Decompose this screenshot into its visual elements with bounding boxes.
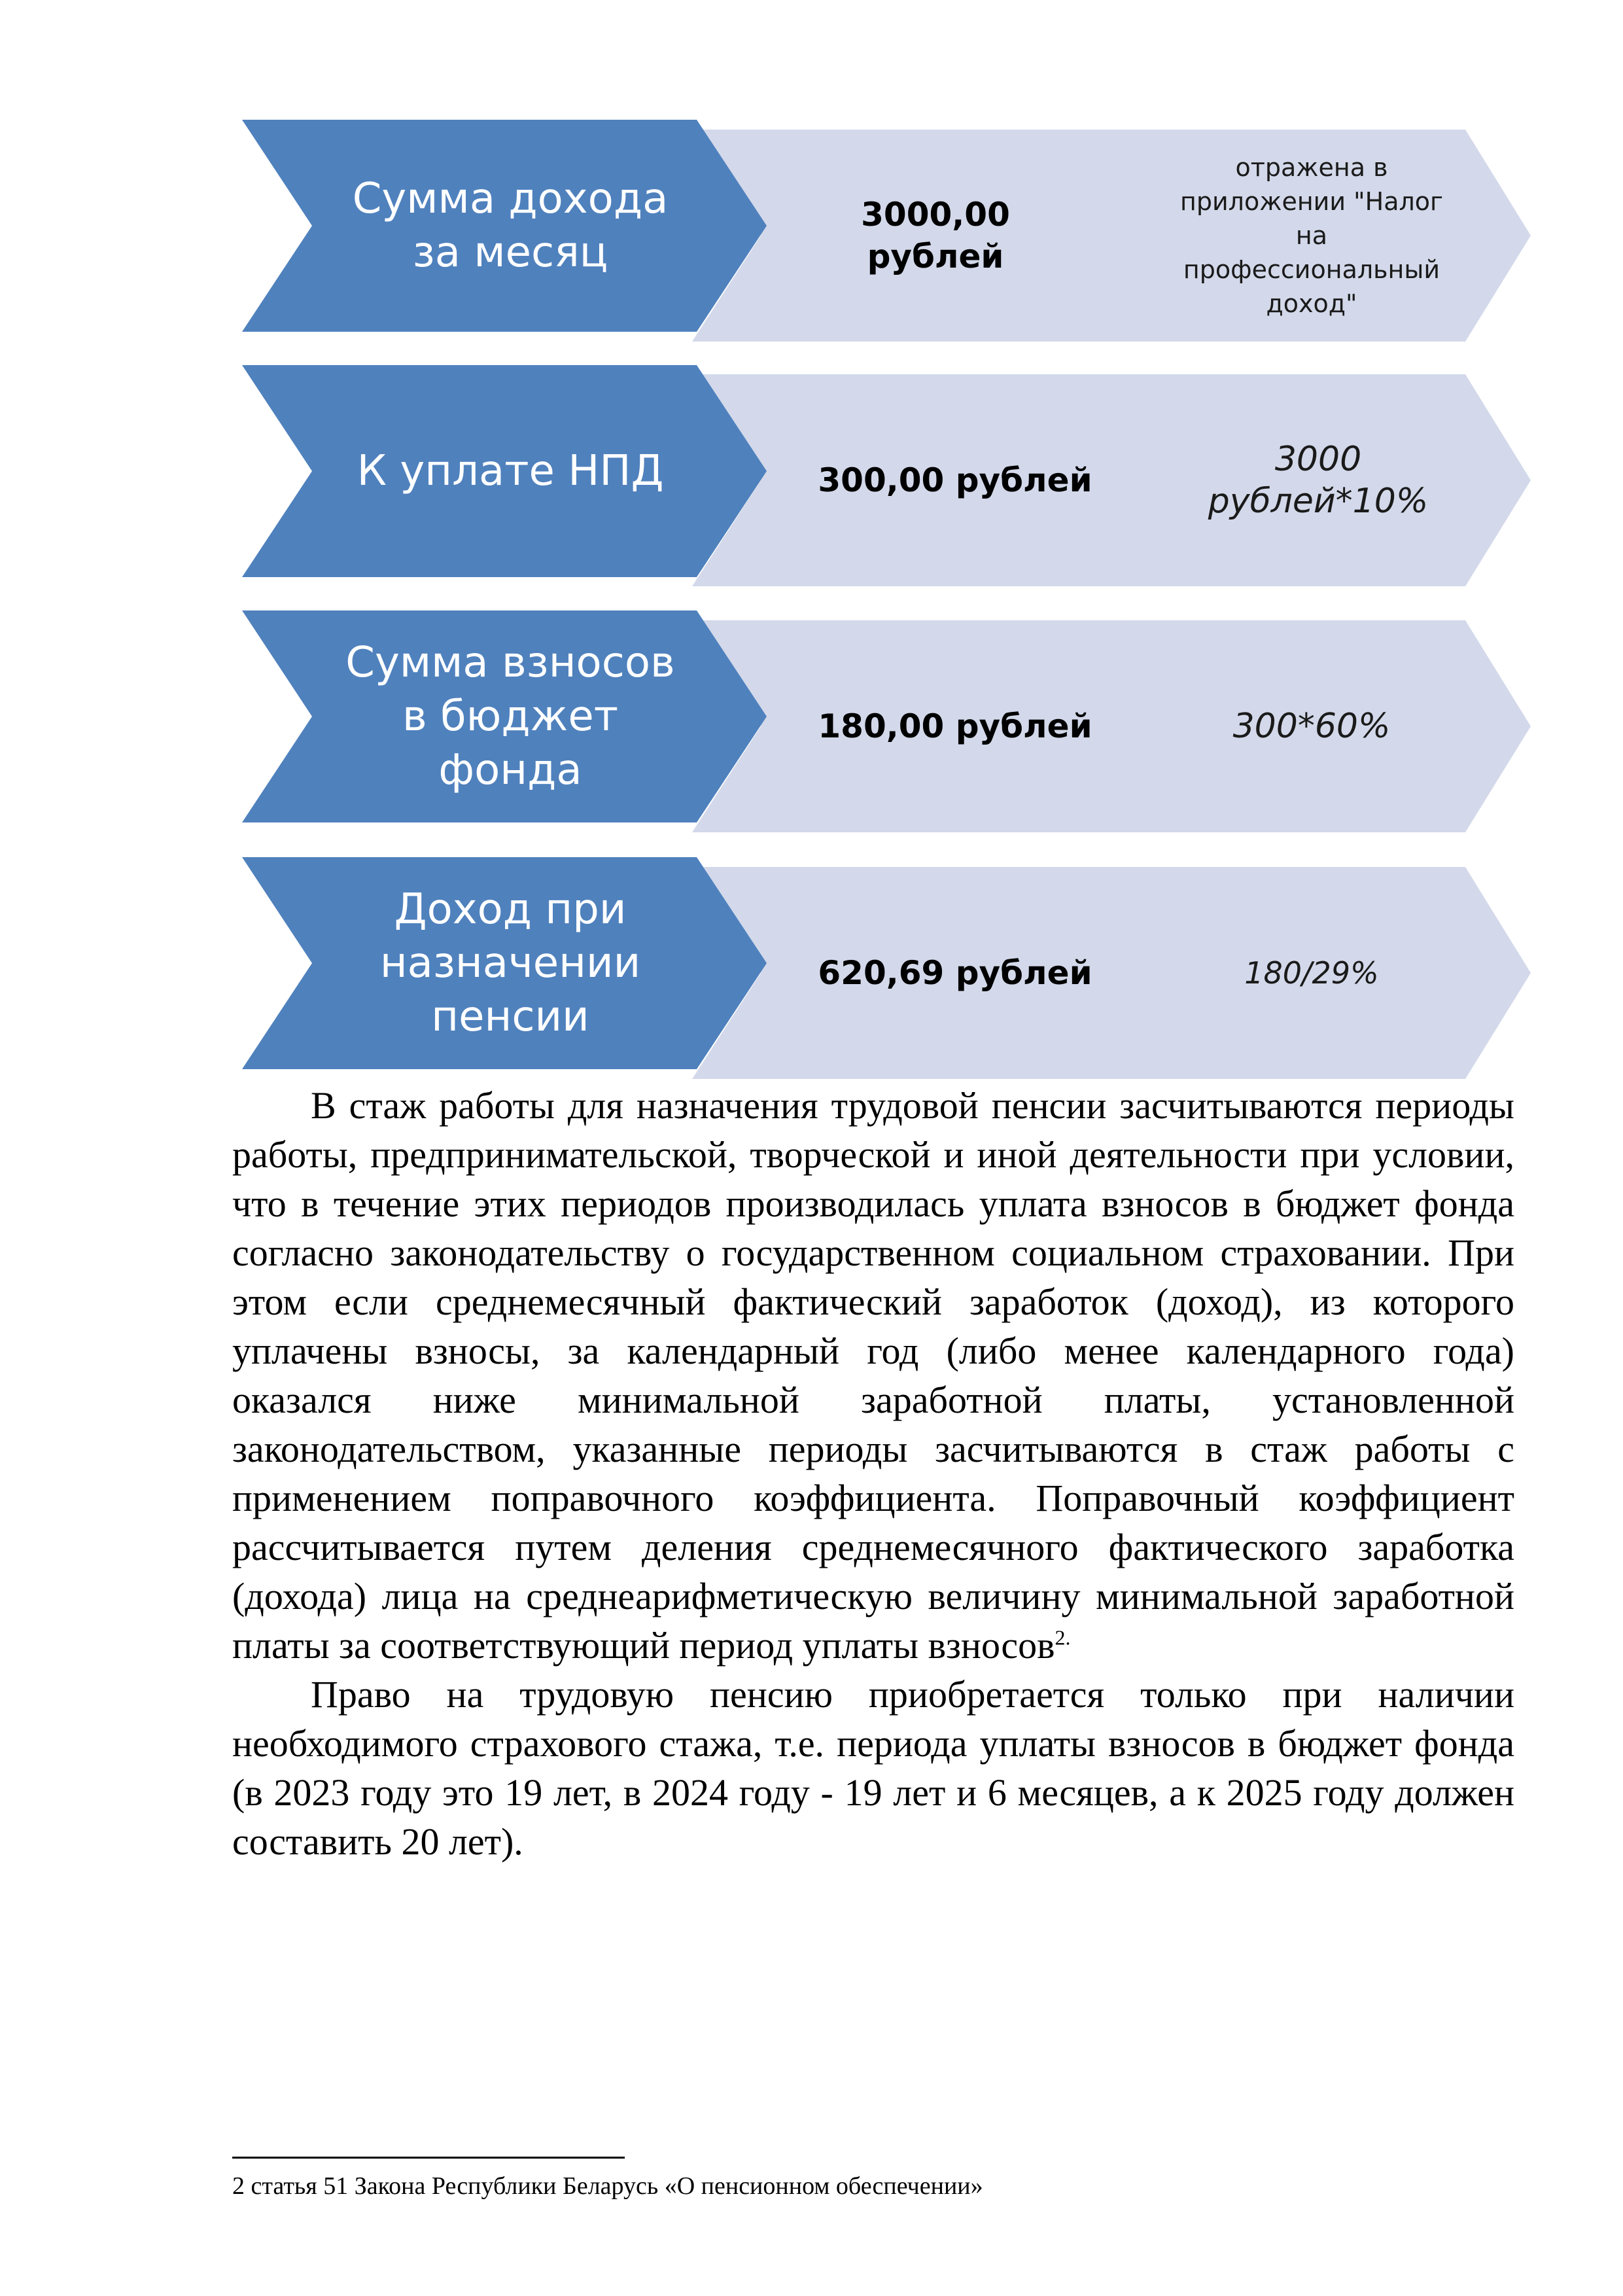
footnote-reference: 2.	[1055, 1625, 1071, 1650]
paragraph-1-text: В стаж работы для назначения трудовой пенсии засчитываются периоды работы, предпринимательской, творческой и иной деятельности при условии, что в течение этих периодов производилась уплата взносов в бюджет фонда согласно законодательству о государственном социальном страховании. При этом если среднемесячный фактический заработок (доход), из которого уплачены взносы, за календарный год (либо менее календарного года) оказался ниже минимальной заработной платы, установленной законодательством, указанные периоды засчитываются в стаж работы с применением поправочного коэффициента. Поправочный коэффициент рассчитывается путем деления среднемесячного фактического заработка (дохода) лица на среднеарифметическую величину минимальной заработной платы за соответствующий период уплаты взносов	[232, 1084, 1514, 1667]
row-2-value: 300,00 рублей	[818, 461, 1092, 499]
row-3-label: Сумма взносов в бюджет фонда	[345, 639, 675, 794]
footnote-separator	[232, 2157, 625, 2159]
row-1-label: Сумма дохода за месяц	[352, 175, 669, 277]
row-2-note: 3000 рублей*10%	[1208, 440, 1429, 521]
row-3-note: 300*60%	[1232, 707, 1391, 746]
paragraph-2: Право на трудовую пенсию приобретается только при наличии необходимого страхового стажа, т.е. периода уплаты взносов в бюджет фонда (в 2023 году это 19 лет, в 2024 году - 19 лет и 6 месяцев, а к 2025 году должен составить 20 лет).	[232, 1673, 1514, 1863]
row-1-value: 3000,00 рублей	[861, 196, 1010, 275]
process-diagram	[0, 0, 1623, 1099]
row-4-value: 620,69 рублей	[818, 954, 1092, 992]
row-2-label: К уплате НПД	[357, 447, 664, 495]
paragraph-1	[232, 1081, 1514, 1670]
body-text	[232, 1081, 1514, 1866]
row-1-note: отражена в приложении "Налог на профессиональный доход"	[1180, 153, 1443, 318]
row-4-note: 180/29%	[1244, 955, 1379, 991]
row-3-value: 180,00 рублей	[818, 707, 1092, 745]
footnote: 2 статья 51 Закона Республики Беларусь «О пенсионном обеспечении»	[232, 2172, 983, 2200]
row-4-label: Доход при назначении пенсии	[379, 885, 641, 1041]
